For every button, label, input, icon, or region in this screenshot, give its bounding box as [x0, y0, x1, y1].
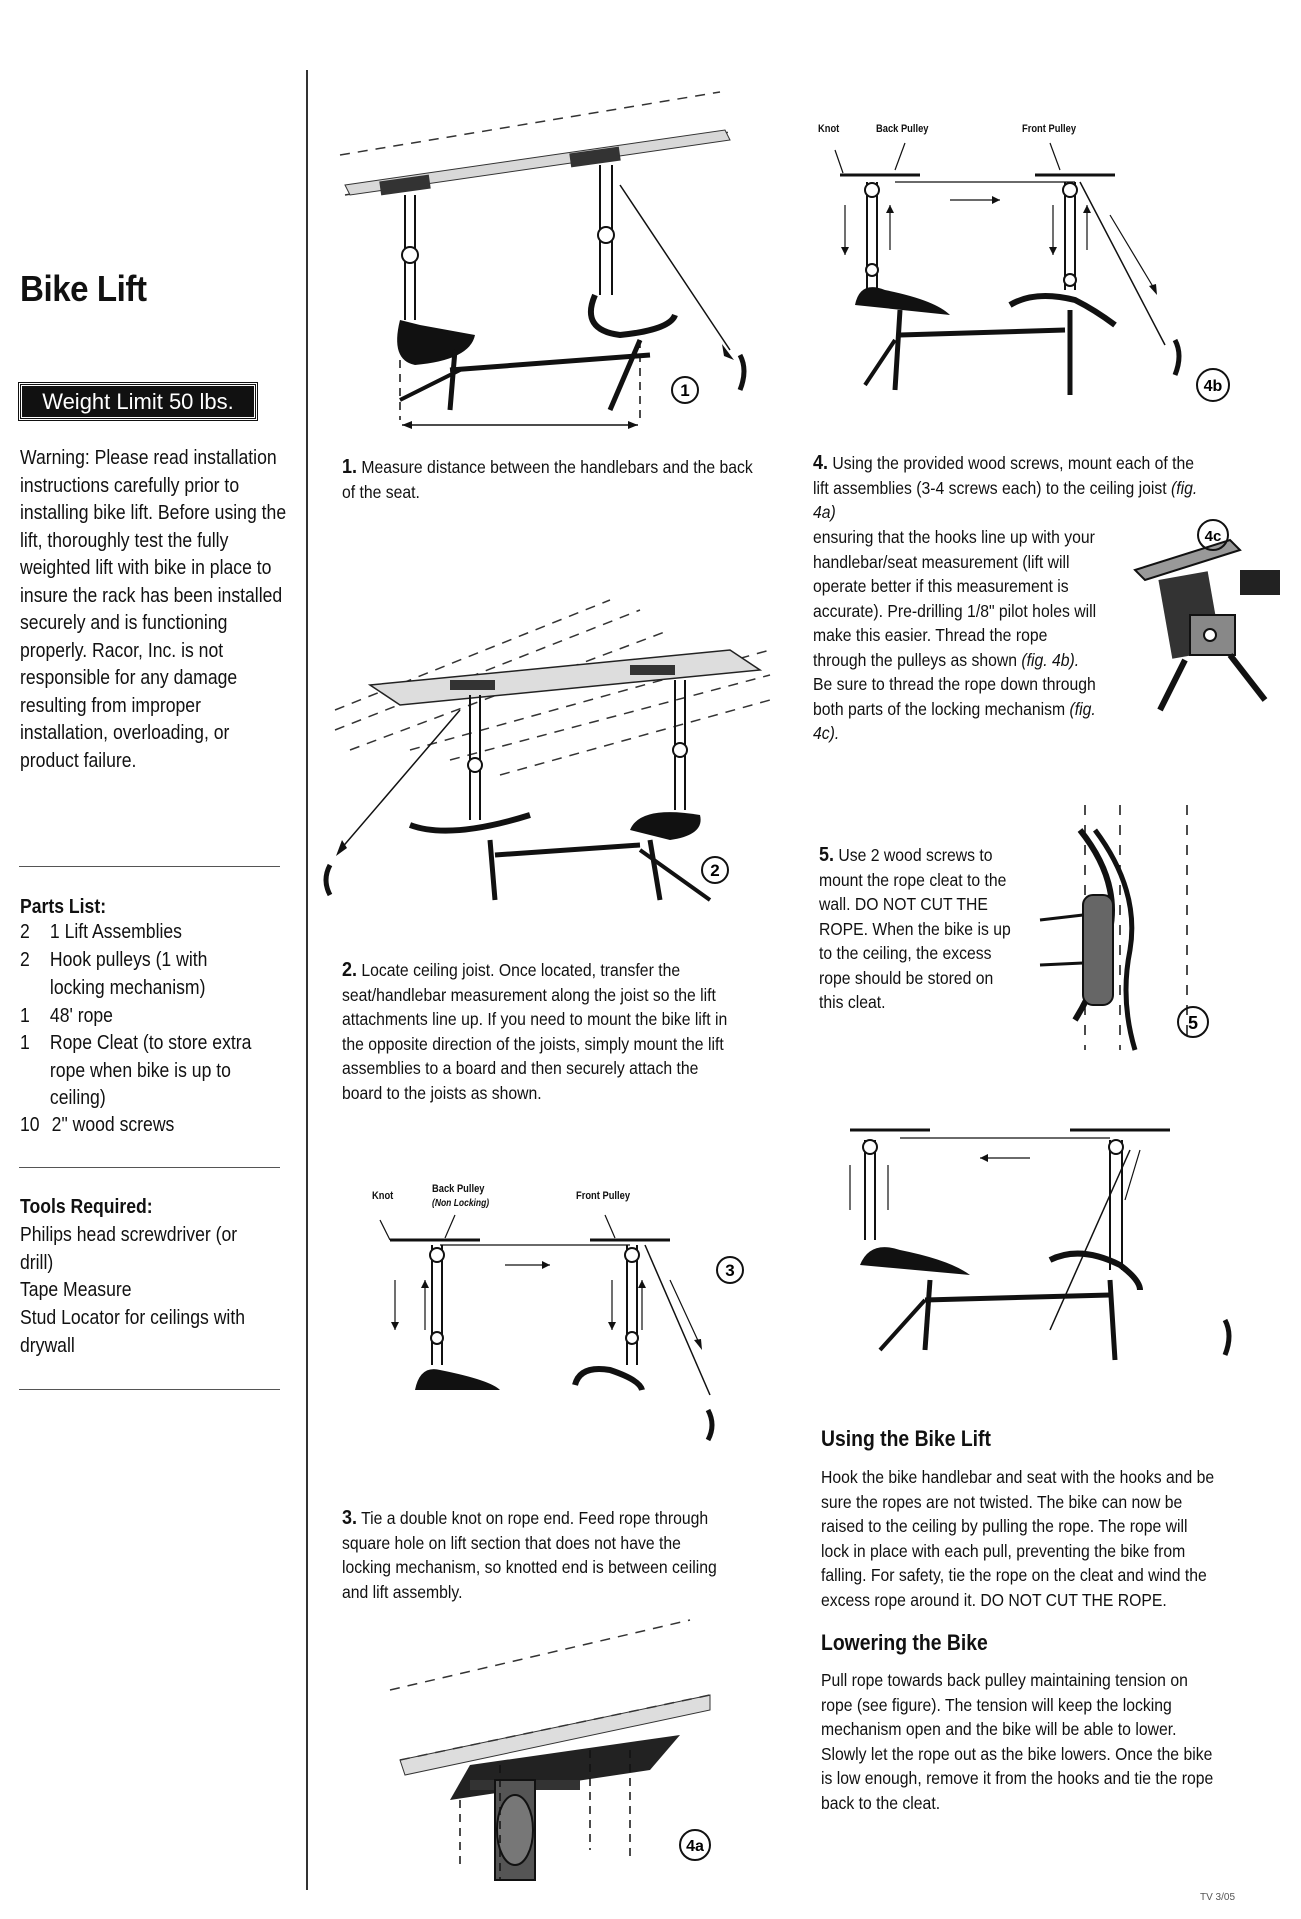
figure-number-3 — [717, 1257, 743, 1283]
step-number: 1. — [342, 456, 358, 478]
warning-text: Warning: Please read installation instructions carefully prior to installing bike lift. Before using the lift, thoroughly test the fully weighted lift with bike in place to insure the rack has been installed securely and is functioning properly. Racor, Inc. is not responsible for any damage resulting from improper installation, overloading, or product failure. — [20, 447, 287, 772]
figure-number-4b — [1197, 369, 1229, 401]
figure-4c-locking-mechanism-illustration — [1130, 520, 1280, 710]
svg-text:3: 3 — [725, 1261, 735, 1280]
svg-text:4c: 4c — [1204, 528, 1222, 545]
divider — [19, 1167, 280, 1168]
part-qty: 2 — [20, 949, 30, 971]
footer-code: TV 3/05 — [1200, 1892, 1236, 1903]
step-body: Tie a double knot on rope end. Feed rope through square hole on lift section that does not have the locking mechanism, so knotted end is between ceiling and lift assembly. — [342, 1508, 717, 1602]
part-qty: 1 — [20, 1005, 30, 1027]
figure-number-5 — [1178, 1007, 1208, 1037]
fig3-back-pulley-label: Back Pulley — [432, 1183, 485, 1195]
figure-4b-rope-through-pulleys-illustration — [835, 140, 1235, 410]
fig4b-knot-label: Knot — [818, 123, 840, 135]
step-body: Use 2 wood screws to mount the rope cleat to the wall. DO NOT CUT THE ROPE. When the bike is up to the ceiling, the excess rope should be stored on this cleat. — [819, 845, 1011, 1012]
lowering-heading: Lowering the Bike — [821, 1630, 988, 1655]
fig-4b-reference: (fig. 4b). — [1021, 649, 1080, 670]
part-desc: 2" wood screws — [51, 1114, 175, 1136]
step-body: Using the provided wood screws, mount each of the lift assemblies (3-4 screws each) to the ceiling joist — [813, 453, 1194, 498]
lowering-illustration — [840, 1110, 1240, 1400]
svg-text:2: 2 — [710, 861, 720, 880]
part-qty: 2 — [20, 921, 30, 943]
step-1-text — [342, 455, 756, 504]
step-3-text — [342, 1506, 729, 1604]
part-desc: Rope Cleat (to store extra rope when bike is up to ceiling) — [49, 1032, 252, 1109]
step-number: 2. — [342, 959, 358, 981]
part-desc: 1 Lift Assemblies — [49, 921, 182, 943]
step-body: Locate ceiling joist. Once located, transfer the seat/handlebar measurement along the joist so the lift attachments line up. If you need to mount the bike lift in the opposite direction of the joists, simply mount the lift assemblies to a board and then securely attach the board to the joists as shown. — [342, 960, 728, 1103]
divider — [19, 866, 280, 867]
part-qty: 1 — [20, 1032, 30, 1054]
tool-item: Tape Measure — [20, 1279, 132, 1301]
fig3-back-pulley-sublabel: (Non Locking) — [432, 1198, 490, 1209]
step-4-text-top — [813, 451, 1209, 525]
figure-number-1 — [672, 377, 698, 403]
column-divider — [306, 70, 308, 1890]
figure-number-4a — [680, 1830, 710, 1860]
lowering-text: Pull rope towards back pulley maintaining tension on rope (see figure). The tension will keep the locking mechanism open and the bike will be able to lower. Slowly let the rope out as the bike lowers. Once the bike is low enough, remove it from the hooks and tie the rope back to the cleat. — [821, 1670, 1214, 1813]
fig3-front-pulley-label: Front Pulley — [576, 1190, 631, 1202]
using-heading: Using the Bike Lift — [821, 1426, 991, 1451]
list-item — [20, 1112, 284, 1140]
figure-5-rope-cleat-illustration — [1035, 800, 1255, 1050]
step-number: 5. — [819, 844, 835, 866]
tool-item: Stud Locator for ceilings with drywall — [20, 1307, 246, 1357]
step-5-text — [819, 843, 1013, 1015]
list-item — [20, 1003, 284, 1031]
svg-text:4a: 4a — [686, 1838, 704, 1855]
step-number: 3. — [342, 1507, 358, 1529]
using-text: Hook the bike handlebar and seat with the hooks and be sure the ropes are not twisted. The bike can now be raised to the ceiling by pulling the rope. The rope will lock in place with each pull, preventing the bike from falling. For safety, tie the rope on the cleat and wind the excess rope around it. DO NOT CUT THE ROPE. — [821, 1467, 1215, 1610]
tools-heading: Tools Required: — [20, 1196, 153, 1218]
tool-item: Philips head screwdriver (or drill) — [20, 1224, 238, 1274]
fig3-knot-label: Knot — [372, 1190, 394, 1202]
step-body: Measure distance between the handlebars and the back of the seat. — [342, 457, 753, 502]
figure-3-rope-threading-illustration — [380, 1205, 760, 1445]
weight-limit-badge: Weight Limit 50 lbs. — [19, 383, 257, 420]
svg-text:4b: 4b — [1203, 378, 1223, 395]
figure-number-2 — [702, 857, 728, 883]
step-number: 4. — [813, 452, 829, 474]
step-4-text-body — [813, 525, 1101, 746]
step-body: Be sure to thread the rope down through both parts of the locking mechanism — [813, 674, 1096, 719]
fig-4a-reference: (fig. 4a) — [813, 477, 1198, 522]
step-body: ensuring that the hooks line up with your handlebar/seat measurement (lift will operate better if this measurement is accurate). Pre-drilling 1/8" pilot holes will make this easier. Thread the rope through the pulleys as shown — [813, 527, 1097, 670]
divider — [19, 1389, 280, 1390]
figure-1-measure-illustration — [340, 90, 750, 430]
fig-4c-reference: (fig. 4c). — [813, 698, 1096, 743]
step-2-text — [342, 958, 729, 1105]
part-desc: Hook pulleys (1 with locking mechanism) — [49, 949, 208, 999]
figure-4a-mount-illustration — [390, 1610, 710, 1890]
page-title: Bike Lift — [20, 268, 147, 309]
list-item — [20, 919, 284, 947]
figure-2-joist-board-illustration — [330, 600, 770, 910]
svg-text:1: 1 — [680, 381, 690, 400]
svg-text:5: 5 — [1187, 1013, 1199, 1033]
fig4b-back-pulley-label: Back Pulley — [876, 123, 929, 135]
list-item — [20, 1030, 284, 1113]
fig4b-front-pulley-label: Front Pulley — [1022, 123, 1077, 135]
parts-list-heading: Parts List: — [20, 896, 107, 918]
part-desc: 48' rope — [49, 1005, 113, 1027]
part-qty: 10 — [20, 1114, 40, 1136]
list-item — [20, 947, 284, 1003]
